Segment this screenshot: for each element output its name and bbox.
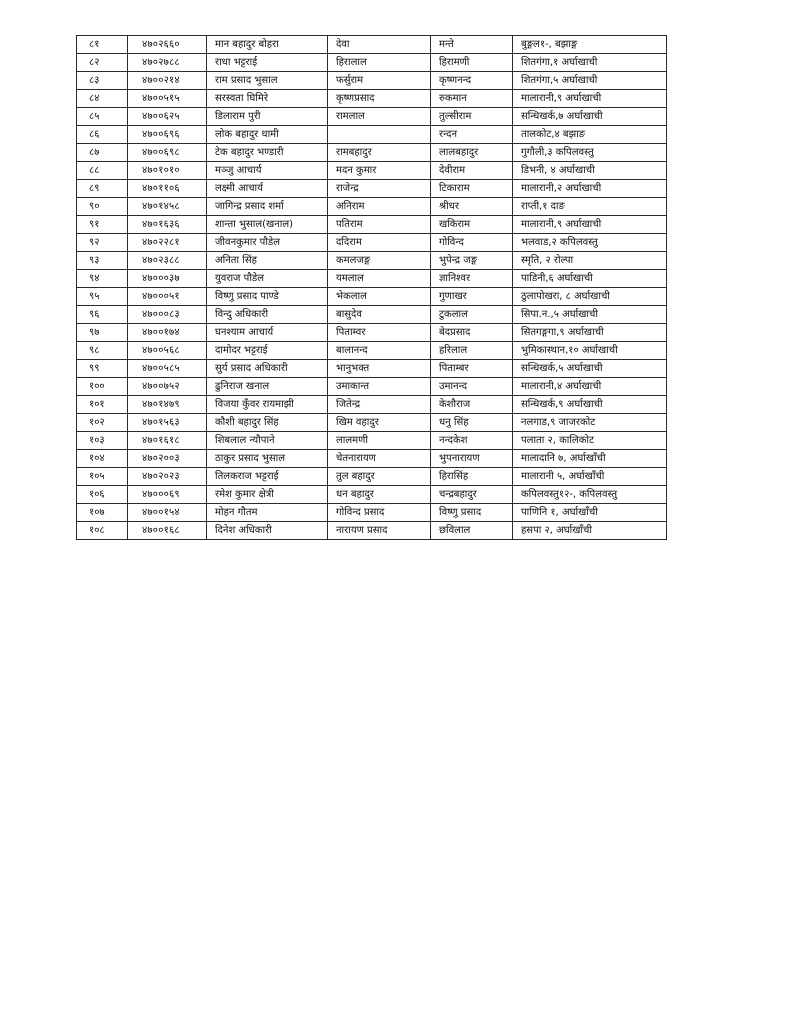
father-name-cell: गोविन्द प्रसाद [328, 504, 431, 522]
roster-table [76, 35, 667, 540]
person-name-cell: विजया कुँवर रायमाझी [207, 396, 328, 414]
grandfather-name-cell: हिरासिंह [431, 468, 513, 486]
address-cell: पाणिनि १, अर्घाखाँची [513, 504, 667, 522]
serial-number-cell: ९६ [77, 306, 128, 324]
address-cell: हसपा २, अर्घाखाँची [513, 522, 667, 540]
grandfather-name-cell: केशौराज [431, 396, 513, 414]
table-row [77, 486, 667, 504]
id-number-cell: ४७०१६१८ [128, 432, 207, 450]
id-number-cell: ४७०१०१० [128, 162, 207, 180]
father-name-cell: अनिराम [328, 198, 431, 216]
father-name-cell: मदन कुमार [328, 162, 431, 180]
roster-table-body [77, 36, 667, 540]
grandfather-name-cell: नन्दकेश [431, 432, 513, 450]
table-row [77, 180, 667, 198]
father-name-cell: खिम वहादुर [328, 414, 431, 432]
father-name-cell: फर्सुराम [328, 72, 431, 90]
person-name-cell: शान्ता भुसाल(खनाल) [207, 216, 328, 234]
person-name-cell: डिलाराम पुरी [207, 108, 328, 126]
person-name-cell: लोक बहादुर धामी [207, 126, 328, 144]
table-row [77, 54, 667, 72]
father-name-cell: लालमणी [328, 432, 431, 450]
id-number-cell: ४७०२३८८ [128, 252, 207, 270]
table-row [77, 522, 667, 540]
address-cell: मालारानी,२ अर्घाखाची [513, 180, 667, 198]
id-number-cell: ४७००५१५ [128, 90, 207, 108]
address-cell: मालारानी,९ अर्घाखाची [513, 216, 667, 234]
id-number-cell: ४७०२०२३ [128, 468, 207, 486]
father-name-cell [328, 126, 431, 144]
grandfather-name-cell: श्रीधर [431, 198, 513, 216]
id-number-cell: ४७०२००३ [128, 450, 207, 468]
id-number-cell: ४७००१७४ [128, 324, 207, 342]
serial-number-cell: १०८ [77, 522, 128, 540]
grandfather-name-cell: भुपनारायण [431, 450, 513, 468]
id-number-cell: ४७०१४५८ [128, 198, 207, 216]
address-cell: पलाता २, कालिकोट [513, 432, 667, 450]
person-name-cell: घनश्याम आचार्य [207, 324, 328, 342]
grandfather-name-cell: विष्णु प्रसाद [431, 504, 513, 522]
grandfather-name-cell: पिताम्बर [431, 360, 513, 378]
father-name-cell: तुल बहादुर [328, 468, 431, 486]
person-name-cell: विन्दु अधिकारी [207, 306, 328, 324]
table-row [77, 90, 667, 108]
id-number-cell: ४७०१६३६ [128, 216, 207, 234]
person-name-cell: ठाकुर प्रसाद भुसाल [207, 450, 328, 468]
grandfather-name-cell: रुकमान [431, 90, 513, 108]
serial-number-cell: ९९ [77, 360, 128, 378]
father-name-cell: रामलाल [328, 108, 431, 126]
address-cell: डिभनी, ४ अर्घाखाची [513, 162, 667, 180]
father-name-cell: धन बहादुर [328, 486, 431, 504]
id-number-cell: ४७००६९६ [128, 126, 207, 144]
id-number-cell: ४७०२७८८ [128, 54, 207, 72]
grandfather-name-cell: टिकाराम [431, 180, 513, 198]
table-row [77, 324, 667, 342]
person-name-cell: जागिन्द्र प्रसाद शर्मा [207, 198, 328, 216]
id-number-cell: ४७०११०६ [128, 180, 207, 198]
grandfather-name-cell: बेदप्रसाद [431, 324, 513, 342]
grandfather-name-cell: ज्ञानिश्वर [431, 270, 513, 288]
father-name-cell: देवा [328, 36, 431, 54]
serial-number-cell: १०३ [77, 432, 128, 450]
grandfather-name-cell: चन्द्रबहादुर [431, 486, 513, 504]
address-cell: मालारानी,४ अर्घाखाची [513, 378, 667, 396]
address-cell: स्मृति, २ रोल्पा [513, 252, 667, 270]
serial-number-cell: ९२ [77, 234, 128, 252]
table-row [77, 414, 667, 432]
address-cell: नलगाड,९ जाजरकोट [513, 414, 667, 432]
grandfather-name-cell: लालबहादुर [431, 144, 513, 162]
grandfather-name-cell: टुकलाल [431, 306, 513, 324]
table-row [77, 432, 667, 450]
address-cell: सिपा.न.,५ अर्घाखाची [513, 306, 667, 324]
father-name-cell: बालानन्द [328, 342, 431, 360]
serial-number-cell: १०२ [77, 414, 128, 432]
table-row [77, 288, 667, 306]
father-name-cell: जितेन्द्र [328, 396, 431, 414]
address-cell: ठुलापोखरा, ८ अर्घाखाची [513, 288, 667, 306]
grandfather-name-cell: खकिराम [431, 216, 513, 234]
id-number-cell: ४७००६९८ [128, 144, 207, 162]
serial-number-cell: ८९ [77, 180, 128, 198]
table-row [77, 234, 667, 252]
id-number-cell: ४७०००५१ [128, 288, 207, 306]
address-cell: शितगंगा,५ अर्घाखाची [513, 72, 667, 90]
father-name-cell: ददिराम [328, 234, 431, 252]
table-row [77, 342, 667, 360]
grandfather-name-cell: हरिलाल [431, 342, 513, 360]
grandfather-name-cell: उमानन्द [431, 378, 513, 396]
serial-number-cell: १०६ [77, 486, 128, 504]
grandfather-name-cell: भुपेन्द्र जङ्ग [431, 252, 513, 270]
serial-number-cell: ८५ [77, 108, 128, 126]
id-number-cell: ४७००७५२ [128, 378, 207, 396]
serial-number-cell: १०१ [77, 396, 128, 414]
grandfather-name-cell: धनु सिंह [431, 414, 513, 432]
table-row [77, 378, 667, 396]
serial-number-cell: ९५ [77, 288, 128, 306]
table-row [77, 108, 667, 126]
person-name-cell: लक्ष्मी आचार्य [207, 180, 328, 198]
serial-number-cell: ९८ [77, 342, 128, 360]
grandfather-name-cell: तुल्सीराम [431, 108, 513, 126]
grandfather-name-cell: हिरामणी [431, 54, 513, 72]
grandfather-name-cell: रन्दन [431, 126, 513, 144]
grandfather-name-cell: गुणाखर [431, 288, 513, 306]
father-name-cell: राजेन्द्र [328, 180, 431, 198]
father-name-cell: हिरालाल [328, 54, 431, 72]
serial-number-cell: ९३ [77, 252, 128, 270]
address-cell: बुङ्गल१-, बझाङ्ग [513, 36, 667, 54]
id-number-cell: ४७०२२८१ [128, 234, 207, 252]
address-cell: सन्धिखर्क,९ अर्घाखाची [513, 396, 667, 414]
serial-number-cell: ८२ [77, 54, 128, 72]
grandfather-name-cell: देवीराम [431, 162, 513, 180]
address-cell: मालारानी,९ अर्घाखाची [513, 90, 667, 108]
table-row [77, 468, 667, 486]
address-cell: राप्ती,१ दाङ [513, 198, 667, 216]
father-name-cell: उमाकान्त [328, 378, 431, 396]
address-cell: तालकोट,४ बझाङ [513, 126, 667, 144]
serial-number-cell: ८७ [77, 144, 128, 162]
table-row [77, 198, 667, 216]
address-cell: भलवाड,२ कपिलवस्तु [513, 234, 667, 252]
address-cell: सितगङ्गगा,९ अर्घाखाची [513, 324, 667, 342]
person-name-cell: दिनेश अधिकारी [207, 522, 328, 540]
address-cell: सन्धिखर्क,७ अर्घाखाची [513, 108, 667, 126]
serial-number-cell: ९१ [77, 216, 128, 234]
person-name-cell: मञ्जु आचार्य [207, 162, 328, 180]
serial-number-cell: ९७ [77, 324, 128, 342]
father-name-cell: पतिराम [328, 216, 431, 234]
id-number-cell: ४७०००३७ [128, 270, 207, 288]
grandfather-name-cell: गोविन्द [431, 234, 513, 252]
father-name-cell: नारायण प्रसाद [328, 522, 431, 540]
id-number-cell: ४७०००८३ [128, 306, 207, 324]
father-name-cell: भेकलाल [328, 288, 431, 306]
table-row [77, 144, 667, 162]
table-row [77, 504, 667, 522]
person-name-cell: मान बहादुर बोहरा [207, 36, 328, 54]
address-cell: कपिलवस्तु१२-, कपिलवस्तु [513, 486, 667, 504]
person-name-cell: युवराज पौडेल [207, 270, 328, 288]
person-name-cell: दामोदर भट्टराई [207, 342, 328, 360]
id-number-cell: ४७०२६६० [128, 36, 207, 54]
person-name-cell: सुर्य प्रसाद अधिकारी [207, 360, 328, 378]
person-name-cell: रमेश कुमार क्षेत्री [207, 486, 328, 504]
table-row [77, 450, 667, 468]
father-name-cell: रामबहादुर [328, 144, 431, 162]
father-name-cell: भानुभक्त [328, 360, 431, 378]
address-cell: शितगंगा,१ अर्घाखाची [513, 54, 667, 72]
id-number-cell: ४७०००६९ [128, 486, 207, 504]
id-number-cell: ४७००५६८ [128, 342, 207, 360]
serial-number-cell: १०७ [77, 504, 128, 522]
father-name-cell: पिताम्वर [328, 324, 431, 342]
table-row [77, 360, 667, 378]
address-cell: भुमिकास्थान,१० अर्घाखाची [513, 342, 667, 360]
person-name-cell: टेक बहादुर भण्डारी [207, 144, 328, 162]
table-row [77, 216, 667, 234]
serial-number-cell: १०४ [77, 450, 128, 468]
person-name-cell: शिबलाल न्यौपाने [207, 432, 328, 450]
serial-number-cell: ८४ [77, 90, 128, 108]
table-row [77, 36, 667, 54]
serial-number-cell: ८१ [77, 36, 128, 54]
person-name-cell: कौशी बहादुर सिंह [207, 414, 328, 432]
table-row [77, 72, 667, 90]
table-row [77, 162, 667, 180]
address-cell: मालारानी ५, अर्घाखाँची [513, 468, 667, 486]
serial-number-cell: ९४ [77, 270, 128, 288]
person-name-cell: अनिता सिंह [207, 252, 328, 270]
table-row [77, 270, 667, 288]
serial-number-cell: १०५ [77, 468, 128, 486]
table-row [77, 306, 667, 324]
person-name-cell: राधा भट्टराई [207, 54, 328, 72]
table-row [77, 126, 667, 144]
serial-number-cell: ८३ [77, 72, 128, 90]
id-number-cell: ४७००१६८ [128, 522, 207, 540]
serial-number-cell: ९० [77, 198, 128, 216]
person-name-cell: राम प्रसाद भुसाल [207, 72, 328, 90]
grandfather-name-cell: मन्ते [431, 36, 513, 54]
address-cell: मालादानि ७, अर्घाखाँची [513, 450, 667, 468]
id-number-cell: ४७००२१४ [128, 72, 207, 90]
id-number-cell: ४७०१५६३ [128, 414, 207, 432]
id-number-cell: ४७००१५४ [128, 504, 207, 522]
person-name-cell: सरस्वता घिमिरे [207, 90, 328, 108]
person-name-cell: तिलकराज भट्टराई [207, 468, 328, 486]
serial-number-cell: १०० [77, 378, 128, 396]
serial-number-cell: ८८ [77, 162, 128, 180]
father-name-cell: कमलजङ्ग [328, 252, 431, 270]
serial-number-cell: ८६ [77, 126, 128, 144]
grandfather-name-cell: कृष्णनन्द [431, 72, 513, 90]
address-cell: सन्धिखर्क,५ अर्घाखाची [513, 360, 667, 378]
grandfather-name-cell: छविलाल [431, 522, 513, 540]
address-cell: गुगौली,३ कपिलवस्तु [513, 144, 667, 162]
person-name-cell: जीवनकुमार पौडेल [207, 234, 328, 252]
id-number-cell: ४७००६२५ [128, 108, 207, 126]
table-row [77, 396, 667, 414]
person-name-cell: मोहन गौतम [207, 504, 328, 522]
father-name-cell: यमलाल [328, 270, 431, 288]
person-name-cell: विष्णु प्रसाद पाण्डे [207, 288, 328, 306]
table-row [77, 252, 667, 270]
father-name-cell: बासुदेव [328, 306, 431, 324]
address-cell: पाडिनी,६ अर्घाखाची [513, 270, 667, 288]
person-name-cell: ढुनिराज खनाल [207, 378, 328, 396]
father-name-cell: कृष्णप्रसाद [328, 90, 431, 108]
id-number-cell: ४७००५८५ [128, 360, 207, 378]
father-name-cell: चेतनारायण [328, 450, 431, 468]
id-number-cell: ४७०१४७९ [128, 396, 207, 414]
